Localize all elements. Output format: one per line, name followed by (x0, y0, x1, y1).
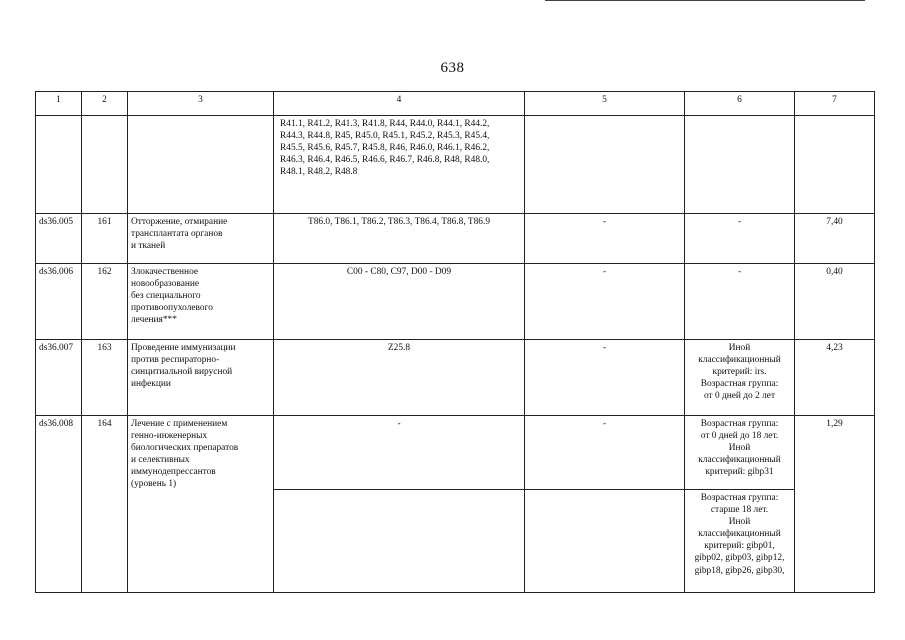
coefficient-cell: 7,40 (795, 214, 875, 264)
diagnosis-codes-cell: C00 - C80, C97, D00 - D09 (274, 264, 525, 340)
table-row (36, 214, 875, 264)
diagnosis-codes-cell: - (274, 416, 525, 490)
classification-table (35, 91, 875, 593)
group-code-cell (36, 116, 82, 214)
group-number-cell: 163 (82, 340, 128, 416)
group-name-cell: Лечение с применением генно-инженерных биологических препаратов и селективных иммунодепрессантов (уровень 1) (128, 416, 274, 593)
header-cell: 3 (128, 92, 274, 116)
table-row (36, 340, 875, 416)
criteria-cell: - (685, 264, 795, 340)
criteria-cell: Возрастная группа: старше 18 лет. Иной классификационный критерий: gibp01, gibp02, gibp03, gibp12, gibp18, gibp26, gibp30, (685, 490, 795, 593)
diagnosis-codes-cell: T86.0, T86.1, T86.2, T86.3, T86.4, T86.8, T86.9 (274, 214, 525, 264)
coefficient-cell: 0,40 (795, 264, 875, 340)
service-codes-cell: - (525, 264, 685, 340)
criteria-cell: Возрастная группа: от 0 дней до 18 лет. Иной классификационный критерий: gibp31 (685, 416, 795, 490)
criteria-cell: - (685, 214, 795, 264)
header-cell: 6 (685, 92, 795, 116)
coefficient-cell (795, 116, 875, 214)
diagnosis-codes-cell: Z25.8 (274, 340, 525, 416)
diagnosis-codes-cell: R41.1, R41.2, R41.3, R41.8, R44, R44.0, R44.1, R44.2, R44.3, R44.8, R45, R45.0, R45.1, R45.2, R45.3, R45.4, R45.5, R45.6, R45.7, R45.8, R46, R46.0, R46.1, R46.2, R46.3, R46.4, R46.5, R46.6, R46.7, R46.8, R48, R48.0, R48.1, R48.2, R48.8 (274, 116, 525, 214)
group-name-cell (128, 116, 274, 214)
header-cell: 4 (274, 92, 525, 116)
group-name-cell: Злокачественное новообразование без специального противоопухолевого лечения*** (128, 264, 274, 340)
header-cell: 2 (82, 92, 128, 116)
table-row (36, 416, 875, 490)
group-number-cell: 161 (82, 214, 128, 264)
diagnosis-codes-cell (274, 490, 525, 593)
header-cell: 7 (795, 92, 875, 116)
group-code-cell: ds36.005 (36, 214, 82, 264)
criteria-cell: Иной классификационный критерий: irs. Возрастная группа: от 0 дней до 2 лет (685, 340, 795, 416)
group-number-cell (82, 116, 128, 214)
service-codes-cell: - (525, 340, 685, 416)
page-number: 638 (440, 60, 465, 76)
criteria-cell (685, 116, 795, 214)
group-code-cell: ds36.008 (36, 416, 82, 593)
header-cell: 1 (36, 92, 82, 116)
service-codes-cell: - (525, 214, 685, 264)
service-codes-cell (525, 116, 685, 214)
group-number-cell: 164 (82, 416, 128, 593)
coefficient-cell: 4,23 (795, 340, 875, 416)
coefficient-cell: 1,29 (795, 416, 875, 593)
group-name-cell: Проведение иммунизации против респираторно- синцитиальной вирусной инфекции (128, 340, 274, 416)
group-number-cell: 162 (82, 264, 128, 340)
header-row (36, 92, 875, 116)
service-codes-cell (525, 490, 685, 593)
table-row (36, 116, 875, 214)
header-cell: 5 (525, 92, 685, 116)
group-code-cell: ds36.007 (36, 340, 82, 416)
group-code-cell: ds36.006 (36, 264, 82, 340)
service-codes-cell: - (525, 416, 685, 490)
table-row (36, 264, 875, 340)
group-name-cell: Отторжение, отмирание трансплантата органов и тканей (128, 214, 274, 264)
top-rule (545, 0, 865, 1)
